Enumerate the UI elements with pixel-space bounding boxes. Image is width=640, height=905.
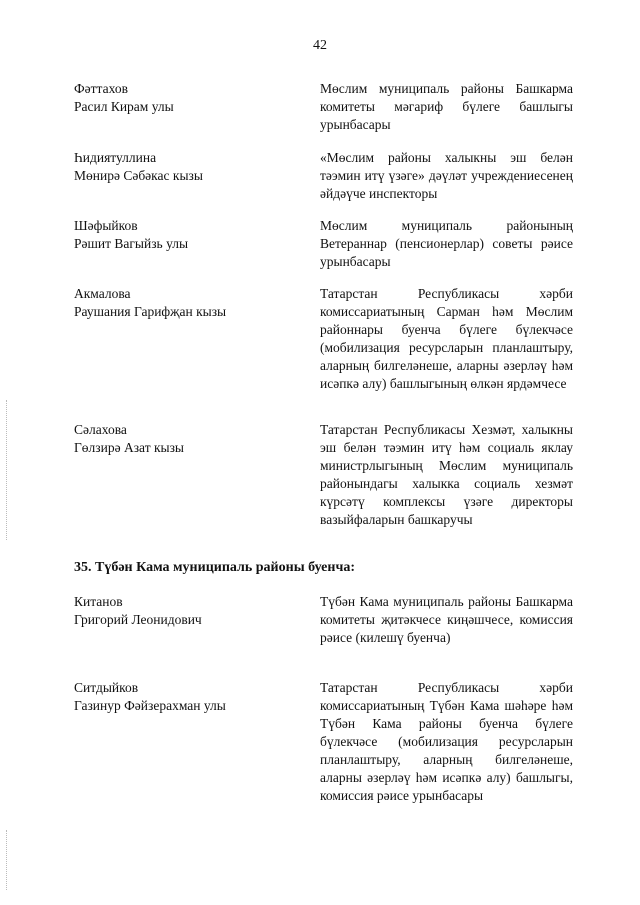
position-description: «Мөслим районы халыкны эш белән тәэмин итү үзәге» дәүләт учреждениесенең әйдәүче инспекторы	[320, 150, 573, 201]
surname: Һидиятуллина	[74, 150, 157, 165]
surname: Фәттахов	[74, 81, 128, 96]
given-name: Гөлзирә Азат кызы	[74, 440, 184, 455]
scan-margin-marks	[6, 830, 9, 890]
person-name	[74, 285, 304, 321]
surname: Сәлахова	[74, 422, 127, 437]
person-name	[74, 421, 304, 457]
person-name	[74, 149, 304, 185]
position-description: Татарстан Республикасы хәрби комиссариатының Түбән Кама шәһәре һәм Түбән Кама районы буенча бүлеге бүлекчәсе (мобилизация ресурсларын планлаштыру, аларның билгеләнеше, аларны әзерләү һәм исәпкә алу) башлыгы, комиссия рәисе урынбасары	[320, 680, 573, 803]
surname: Ситдыйков	[74, 680, 139, 695]
position-description: Мөслим муниципаль районының Ветераннар (пенсионерлар) советы рәисе урынбасары	[320, 218, 573, 269]
person-name	[74, 217, 304, 253]
surname: Шәфыйков	[74, 218, 138, 233]
given-name: Расил Кирам улы	[74, 99, 174, 114]
given-name: Григорий Леонидович	[74, 612, 202, 627]
section-heading: 35. Түбән Кама муниципаль районы буенча:	[74, 560, 355, 575]
given-name: Газинур Фәйзерахман улы	[74, 698, 226, 713]
position-description: Татарстан Республикасы Хезмәт, халыкны эш белән тәэмин итү һәм социаль яклау министрлыгының Мөслим муниципаль районындагы халыкка социаль хезмәт күрсәтү комплексы үзәге директоры вазыйфаларын башкаручы	[320, 422, 573, 527]
position-description: Татарстан Республикасы хәрби комиссариатының Сарман һәм Мөслим районнары буенча бүлеге бүлекчәсе (мобилизация ресурсларын планлаштыру, аларның билгеләнеше, аларны әзерләү һәм исәпкә алу) башлыгының өлкән ярдәмчесе	[320, 286, 573, 391]
person-name	[74, 593, 304, 629]
position-description: Мөслим муниципаль районы Башкарма комитеты мәгариф бүлеге башлыгы урынбасары	[320, 81, 573, 132]
given-name: Мөнирә Сәбәкас кызы	[74, 168, 203, 183]
page-number: 42	[313, 38, 327, 53]
scan-margin-marks	[6, 400, 9, 540]
person-name	[74, 80, 304, 116]
position-description: Түбән Кама муниципаль районы Башкарма комитеты җитәкчесе киңәшчесе, комиссия рәисе (килешү буенча)	[320, 594, 573, 645]
surname: Китанов	[74, 594, 123, 609]
given-name: Раушания Гарифҗан кызы	[74, 304, 227, 319]
person-name	[74, 679, 304, 715]
surname: Акмалова	[74, 286, 131, 301]
given-name: Рәшит Вагыйзь улы	[74, 236, 189, 251]
